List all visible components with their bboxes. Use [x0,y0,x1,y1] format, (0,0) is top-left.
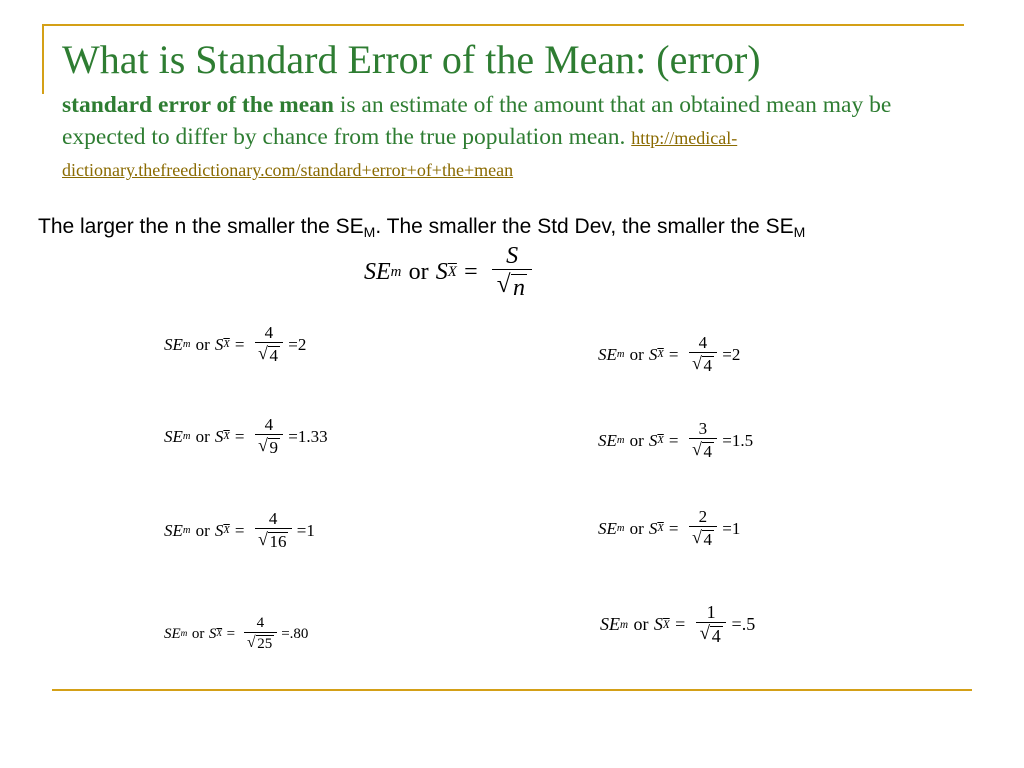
dictionary-link[interactable]: http://medical-dictionary.thefreedictionary.com/standard+error+of+the+mean [62,127,738,180]
key-statement: The larger the n the smaller the $SE_M$. The smaller the Std Dev, the smaller the $SE_M$ [38,215,806,240]
slide-title: What is Standard Error of the Mean: (error) [62,37,761,82]
example-left-4: SE m or S $\overline{X}$ = 4 √ 25 = .80 [164,615,309,653]
definition-term: standard error of the mean [62,92,334,118]
definition-paragraph [62,90,972,186]
example-left-3: SE m or S $\overline{X}$ = 4 √ 16 = 1 [164,509,315,551]
example-left-1: SE m or S $\overline{X}$ = 4 √ 4 = 2 [164,323,307,365]
example-left-2: SE m or S $\overline{X}$ = 4 √ 9 = 1.33 [164,415,328,457]
example-right-3: SE m or S $\overline{X}$ = 2 √ 4 = 1 [598,507,741,549]
main-formula: SE m or S $\overline{X}$ = S √ n [364,244,539,302]
definition-text: is an estimate of the amount that an obtained mean may be expected to differ by chance from the true population mean. [62,92,892,150]
example-right-4: SE m or S $\overline{X}$ = 1 √ 4 = .5 [600,602,756,646]
top-rule [42,24,964,26]
example-right-1: SE m or S $\overline{X}$ = 4 √ 4 = 2 [598,333,741,375]
example-right-2: SE m or S $\overline{X}$ = 3 √ 4 = 1.5 [598,419,754,461]
left-rule [42,24,44,94]
bottom-rule [52,689,972,691]
formula-fraction: S √ n [492,244,532,302]
